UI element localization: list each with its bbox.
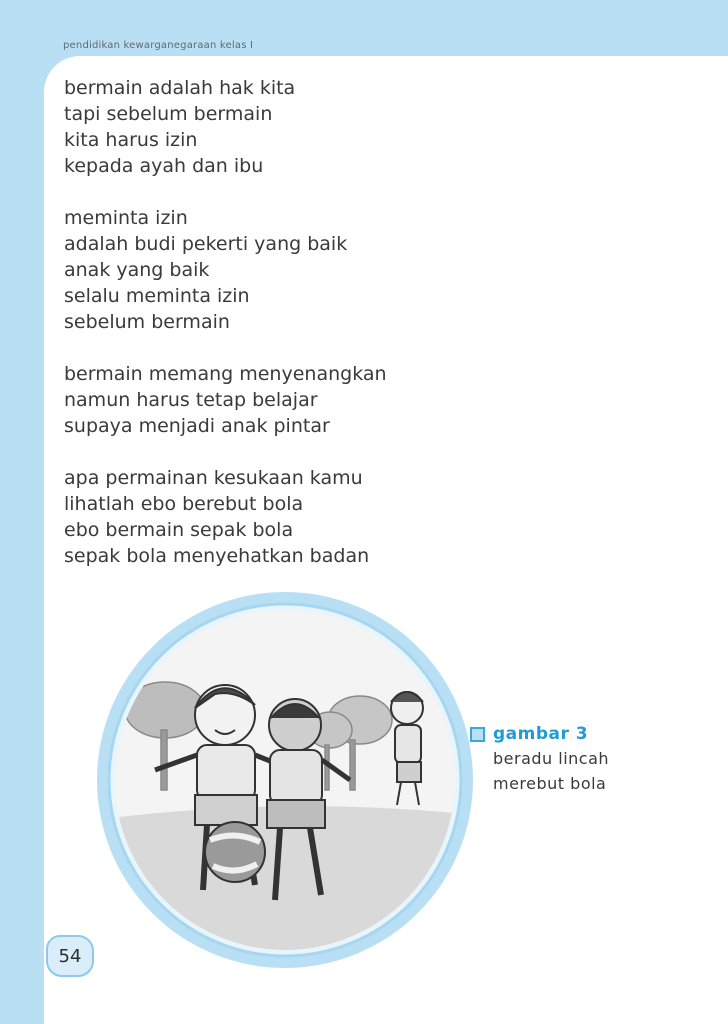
caption-title: gambar 3: [493, 724, 589, 744]
poem-line: meminta izin: [64, 207, 188, 229]
poem-line: adalah budi pekerti yang baik: [64, 233, 348, 255]
poem: [64, 75, 584, 595]
poem-line: sepak bola menyehatkan badan: [64, 545, 370, 567]
caption-line: merebut bola: [493, 774, 607, 793]
poem-line: bermain memang menyenangkan: [64, 363, 387, 385]
poem-line: anak yang baik: [64, 259, 210, 281]
poem-line: lihatlah ebo berebut bola: [64, 493, 304, 515]
poem-stanza-3: [64, 361, 584, 439]
poem-line: tapi sebelum bermain: [64, 103, 273, 125]
illustration-boys-playing-football: [95, 590, 475, 970]
caption-line: beradu lincah: [493, 749, 610, 768]
poem-stanza-4: [64, 465, 584, 569]
poem-line: selalu meminta izin: [64, 285, 250, 307]
page-number-badge: [46, 935, 94, 977]
poem-line: namun harus tetap belajar: [64, 389, 318, 411]
poem-stanza-1: [64, 75, 584, 179]
figure-caption: [470, 722, 690, 796]
running-head: pendidikan kewarganegaraan kelas I: [63, 40, 254, 51]
poem-line: sebelum bermain: [64, 311, 230, 333]
poem-line: kita harus izin: [64, 129, 198, 151]
poem-line: bermain adalah hak kita: [64, 77, 296, 99]
football: [205, 822, 265, 882]
page-number: 54: [58, 945, 82, 967]
poem-stanza-2: [64, 205, 584, 335]
square-bullet-icon: [470, 727, 485, 742]
caption-title-row: [470, 722, 690, 746]
poem-line: ebo bermain sepak bola: [64, 519, 294, 541]
poem-line: kepada ayah dan ibu: [64, 155, 264, 177]
poem-line: supaya menjadi anak pintar: [64, 415, 330, 437]
poem-line: apa permainan kesukaan kamu: [64, 467, 363, 489]
